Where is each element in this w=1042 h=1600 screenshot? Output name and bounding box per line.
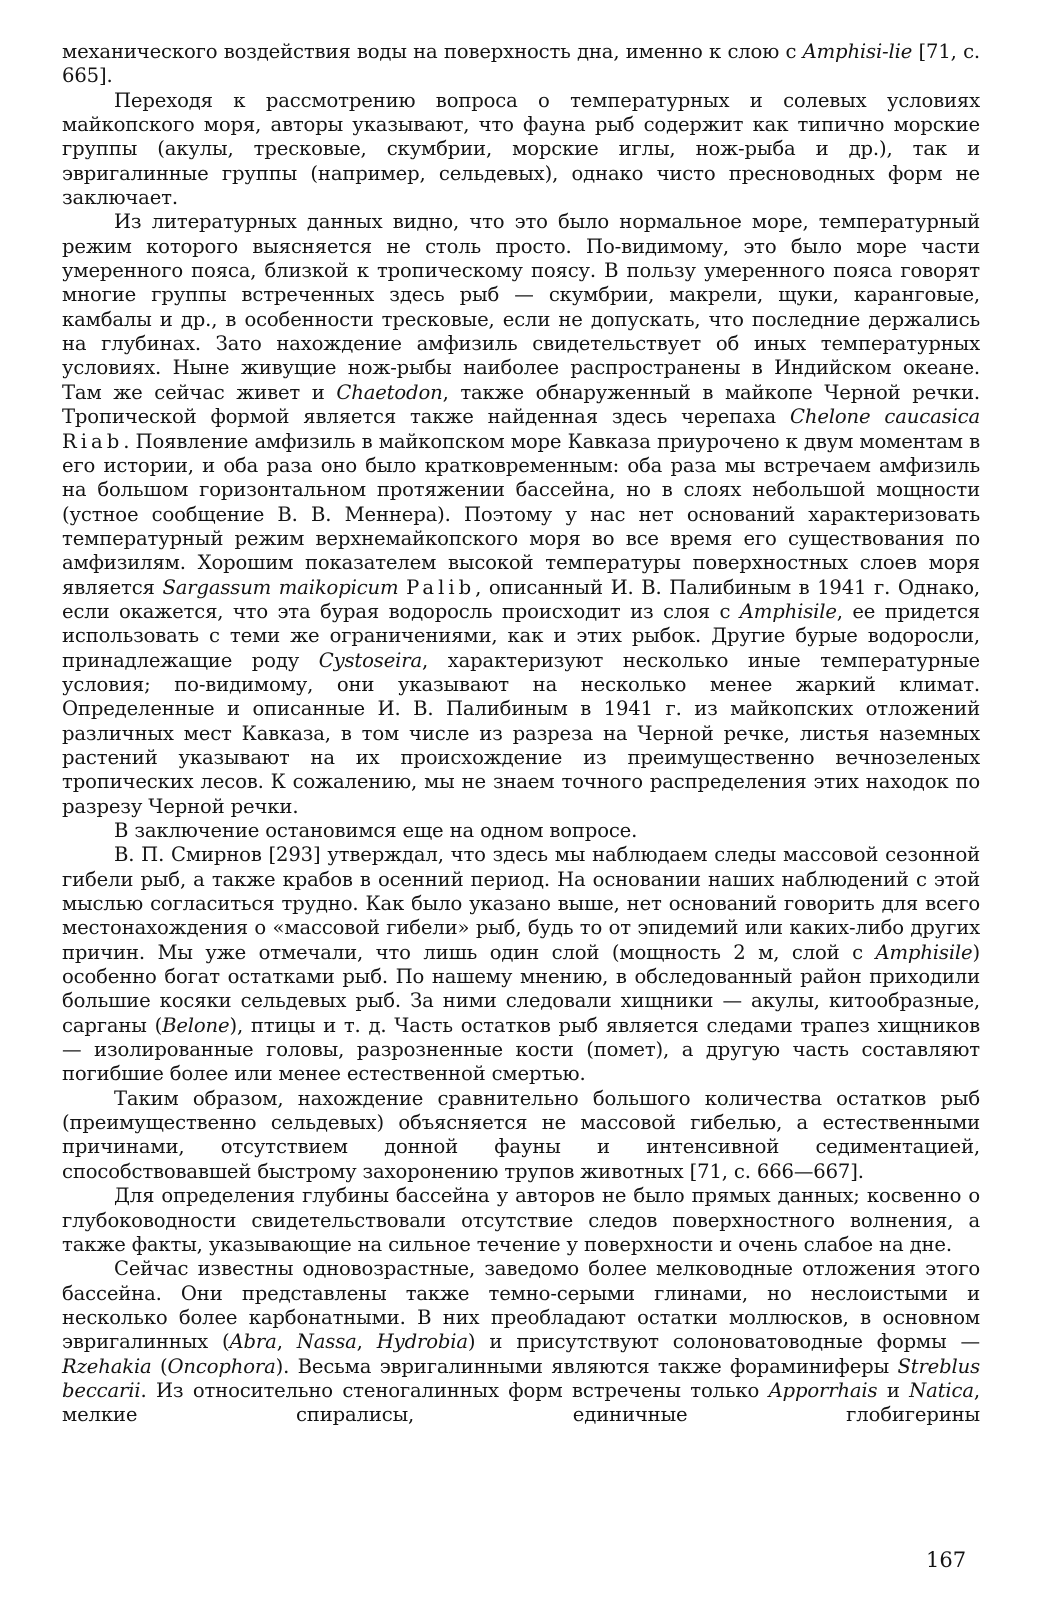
page-number: 167 — [926, 1548, 967, 1572]
paragraph-depth — [62, 1184, 980, 1257]
italic-term: Hydrobia — [376, 1330, 468, 1354]
text-run: ) особенно богат остатками рыб. По нашему мнению, в обследованный район приходили большие косяки сельдевых рыб. За ними следовали хищники — акулы, китообразные, сарганы ( — [62, 940, 980, 1037]
italic-term: Chaetodon — [336, 380, 443, 404]
text-run: . Из относительно стеногалинных форм встречены только — [140, 1378, 769, 1402]
text-run: , мелкие спиралисы, единичные глобигерины — [62, 1378, 980, 1427]
italic-term: Rzehakia — [62, 1354, 152, 1378]
author-citation: Riab — [62, 429, 124, 453]
text-run: , характеризуют несколько иные температурные условия; по-видимому, они указывают на несколько менее жаркий климат. Определенные и описанные И. В. Палибиным в 1941 г. из майкопских отложений различных мест Кавказа, в том числе из разреза на Черной речке, листья наземных растений указывают на их происхождение из преимущественно вечнозеленых тропических лесов. К сожалению, мы не знаем точного распределения этих находок по разрезу Черной речки. — [62, 648, 981, 818]
text-run: ). Весьма эвригалинными являются также фораминиферы — [275, 1354, 898, 1378]
text-run: и — [877, 1378, 910, 1402]
text-run: , — [356, 1330, 377, 1354]
text-run: Таким образом, нахождение сравнительно большого количества остатков рыб (преимущественно сельдевых) объясняется не массовой гибелью, а естественными причинами, отсутствием донной фауны и интенсивной седиментацией, способствовавшей быстрому захоронению трупов животных [71, с. 666—667]. — [62, 1086, 980, 1183]
text-run: ), птицы и т. д. Часть остатков рыб является следами трапез хищников — изолированные головы, разрозненные кости (помет), а другую часть составляют погибшие более или менее естественной смертью. — [62, 1013, 980, 1086]
text-run: Для определения глубины бассейна у авторов не было прямых данных; косвенно о глубоководности свидетельствовали отсутствие следов поверхностного волнения, а также факты, указывающие на сильное течение у поверхности и очень слабое на дне. — [62, 1184, 980, 1256]
paragraph-temperature-salinity — [62, 89, 980, 211]
italic-term: Oncophora — [167, 1354, 276, 1378]
text-run: , ее придется использовать с теми же ограничениями, как и этих рыбок. Другие бурые водоросли, принадлежащие роду — [62, 599, 981, 672]
text-run: [71, с. 665]. — [62, 40, 981, 88]
author-citation: Palib — [406, 575, 476, 599]
text-run: Сейчас известны одновозрастные, заведомо более мелководные отложения этого бассейна. Они представлены также темно-серыми глинами, но неслоистыми и несколько более карбонатными. В них преобладают остатки моллюсков, в основном эвригалинных ( — [62, 1257, 980, 1354]
text-run: В заключение остановимся еще на одном вопросе. — [114, 819, 638, 842]
italic-term: Natica — [909, 1378, 974, 1402]
text-run: , также обнаруженный в майкопе Черной речки. Тропической формой является также найденная здесь черепаха — [62, 380, 980, 429]
italic-term: Streblus beccarii — [62, 1354, 980, 1402]
paragraph-literature-data — [62, 210, 980, 819]
paragraph-thus — [62, 1087, 980, 1184]
italic-term: Apporrhais — [768, 1378, 878, 1402]
italic-term: Abra — [229, 1330, 277, 1354]
text-run: Из литературных данных видно, что это было нормальное море, температурный режим которого выясняется не столь просто. По-видимому, это было море части умеренного пояса, близкой к тропическому поясу. В пользу умеренного пояса говорят многие группы встреченных здесь рыб — скумбрии, макрели, щуки, каранговые, камбалы и др., в особенности тресковые, если не допускать, что последние держались на глубинах. Зато нахождение амфизиль свидетельствует об иных температурных условиях. Ныне живущие нож-рыбы наиболее распространены в Индийском океане. Там же сейчас живет и — [62, 210, 980, 404]
text-run: ) и присутствуют солоноватоводные формы — — [467, 1330, 980, 1354]
text-run: механического воздействия воды на поверхность дна, именно к слою с — [62, 40, 803, 63]
paragraph-conclusion-intro — [62, 819, 980, 843]
text-run: В. П. Смирнов [293] утверждал, что здесь мы наблюдаем следы массовой сезонной гибели рыб, а также крабов в осенний период. На основании наших наблюдений с этой мыслью согласиться трудно. Как было указано выше, нет оснований говорить для всего местонахождения о «массовой гибели» рыб, будь то от эпидемий или каких-либо других причин. Мы уже отмечали, что лишь один слой (мощность 2 м, слой с — [62, 843, 980, 964]
italic-term: Amphisile — [739, 599, 837, 623]
text-run: ( — [151, 1354, 168, 1378]
italic-term: Amphisi-lie — [802, 40, 913, 63]
text-run: , описанный И. В. Палибиным в 1941 г. Однако, если окажется, что эта бурая водоросль происходит из слоя с — [62, 575, 980, 623]
text-run: . Появление амфизиль в майкопском море Кавказа приурочено к двум моментам в его истории, и оба раза оно было кратковременным: оба раза мы встречаем амфизиль на большом горизонтальном протяжении бассейна, но в слоях небольшой мощности (устное сообщение В. В. Меннера). Поэтому у нас нет оснований характеризовать температурный режим верхнемайкопского моря во все время его существования по амфизилям. Хорошим показателем высокой температуры поверхностных слоев моря является — [62, 429, 980, 599]
page-body — [62, 40, 980, 1428]
italic-term: Cystoseira — [318, 648, 423, 672]
italic-term: Sargassum maikopicum — [162, 575, 399, 599]
italic-term: Nassa — [296, 1330, 357, 1354]
italic-term: Amphisile — [875, 940, 973, 964]
italic-term: Chelone caucasica — [790, 405, 980, 429]
italic-term: Belone — [162, 1013, 230, 1037]
paragraph-continued — [62, 40, 980, 89]
paragraph-shallow-deposits — [62, 1257, 980, 1427]
paragraph-smirnov — [62, 843, 980, 1086]
text-run: , — [276, 1330, 297, 1354]
text-run: Переходя к рассмотрению вопроса о температурных и солевых условиях майкопского моря, авторы указывают, что фауна рыб содержит как типично морские группы (акулы, тресковые, скумбрии, морские иглы, нож-рыба и др.), так и эвригалинные группы (например, сельдевых), однако чисто пресноводных форм не заключает. — [62, 88, 980, 210]
text-run — [398, 576, 406, 599]
